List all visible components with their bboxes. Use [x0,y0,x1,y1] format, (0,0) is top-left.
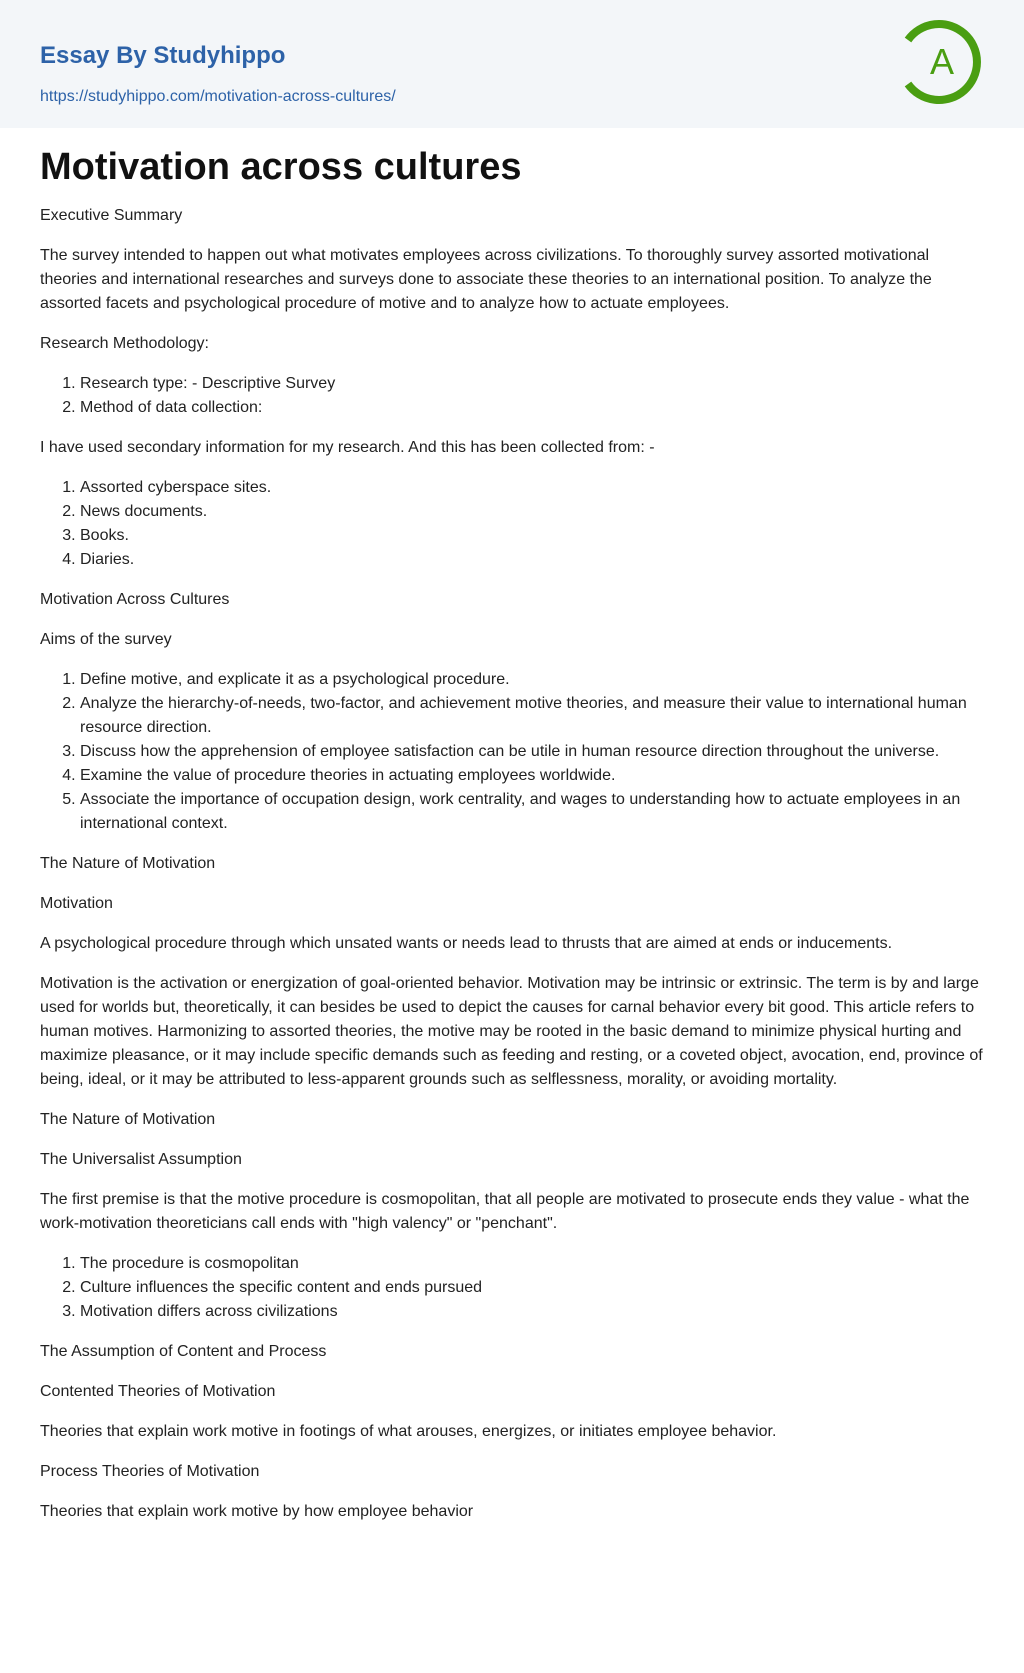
paragraph: The first premise is that the motive procedure is cosmopolitan, that all people are motivated to prosecute ends they value - what the work-motivation theoreticians call ends with "high valency" or "penchant". [40,1191,970,1232]
numbered-list [40,372,984,420]
list-item: 1. The procedure is cosmopolitan [80,1252,984,1276]
paragraph: Motivation [40,895,113,912]
list-item: 2. News documents. [80,500,984,524]
paragraph: The Universalist Assumption [40,1151,242,1168]
essay-content [0,128,1024,1580]
paragraph: Contented Theories of Motivation [40,1383,276,1400]
numbered-list [40,668,984,836]
paragraph: Process Theories of Motivation [40,1463,260,1480]
numbered-list [40,476,984,572]
list-item: 2. Method of data collection: [80,396,984,420]
paragraph: Aims of the survey [40,631,172,648]
list-item: 1. Define motive, and explicate it as a psychological procedure. [80,668,984,692]
list-item: 2. Analyze the hierarchy-of-needs, two-factor, and achievement motive theories, and measure their value to international human resource direction. [80,692,984,740]
paragraph: Research Methodology: [40,335,209,352]
paragraph: The Nature of Motivation [40,855,216,872]
paragraph: Theories that explain work motive by how employee behavior [40,1503,474,1520]
paragraph: The Assumption of Content and Process [40,1343,327,1360]
paragraph: I have used secondary information for my research. And this has been collected from: - [40,439,655,456]
paragraph: Theories that explain work motive in footings of what arouses, energizes, or initiates employee behavior. [40,1423,777,1440]
list-item: 1. Research type: - Descriptive Survey [80,372,984,396]
brand-title: Essay By Studyhippo [40,42,286,69]
list-item: 4. Diaries. [80,548,984,572]
paragraph: A psychological procedure through which unsated wants or needs lead to thrusts that are aimed at ends or inducements. [40,935,893,952]
page-title: Motivation across cultures [40,146,522,188]
list-item: 1. Assorted cyberspace sites. [80,476,984,500]
list-item: 3. Motivation differs across civilizations [80,1300,984,1324]
paragraph: Executive Summary [40,207,183,224]
paragraph: The Nature of Motivation [40,1111,216,1128]
list-item: 4. Examine the value of procedure theories in actuating employees worldwide. [80,764,984,788]
paragraph: Motivation Across Cultures [40,591,230,608]
source-url-link[interactable]: https://studyhippo.com/motivation-across-cultures/ [40,88,396,105]
numbered-list [40,1252,984,1324]
paragraph: The survey intended to happen out what motivates employees across civilizations. To thoroughly survey assorted motivational theories and international researches and surveys done to associate these theories to an international position. To analyze the assorted facets and psychological procedure of motive and to analyze how to actuate employees. [40,247,932,312]
page-header [0,0,1024,128]
studyhippo-logo-icon [898,18,986,106]
paragraph: Motivation is the activation or energization of goal-oriented behavior. Motivation may be intrinsic or extrinsic. The term is by and large used for worlds but, theoretically, it can besides be used to depict the causes for carnal behavior every bit good. This article refers to human motives. Harmonizing to assorted theories, the motive may be rooted in the basic demand to minimize physical hurting and maximize pleasance, or it may include specific demands such as feeding and resting, or a coveted object, avocation, end, province of being, ideal, or it may be attributed to less-apparent grounds such as selflessness, morality, or avoiding mortality. [40,975,983,1088]
list-item: 3. Discuss how the apprehension of employee satisfaction can be utile in human resource direction throughout the universe. [80,740,984,764]
list-item: 3. Books. [80,524,984,548]
list-item: 5. Associate the importance of occupation design, work centrality, and wages to understanding how to actuate employees in an international context. [80,788,984,836]
essay-body [40,204,984,1524]
list-item: 2. Culture influences the specific content and ends pursued [80,1276,984,1300]
svg-text:A: A [929,41,955,82]
